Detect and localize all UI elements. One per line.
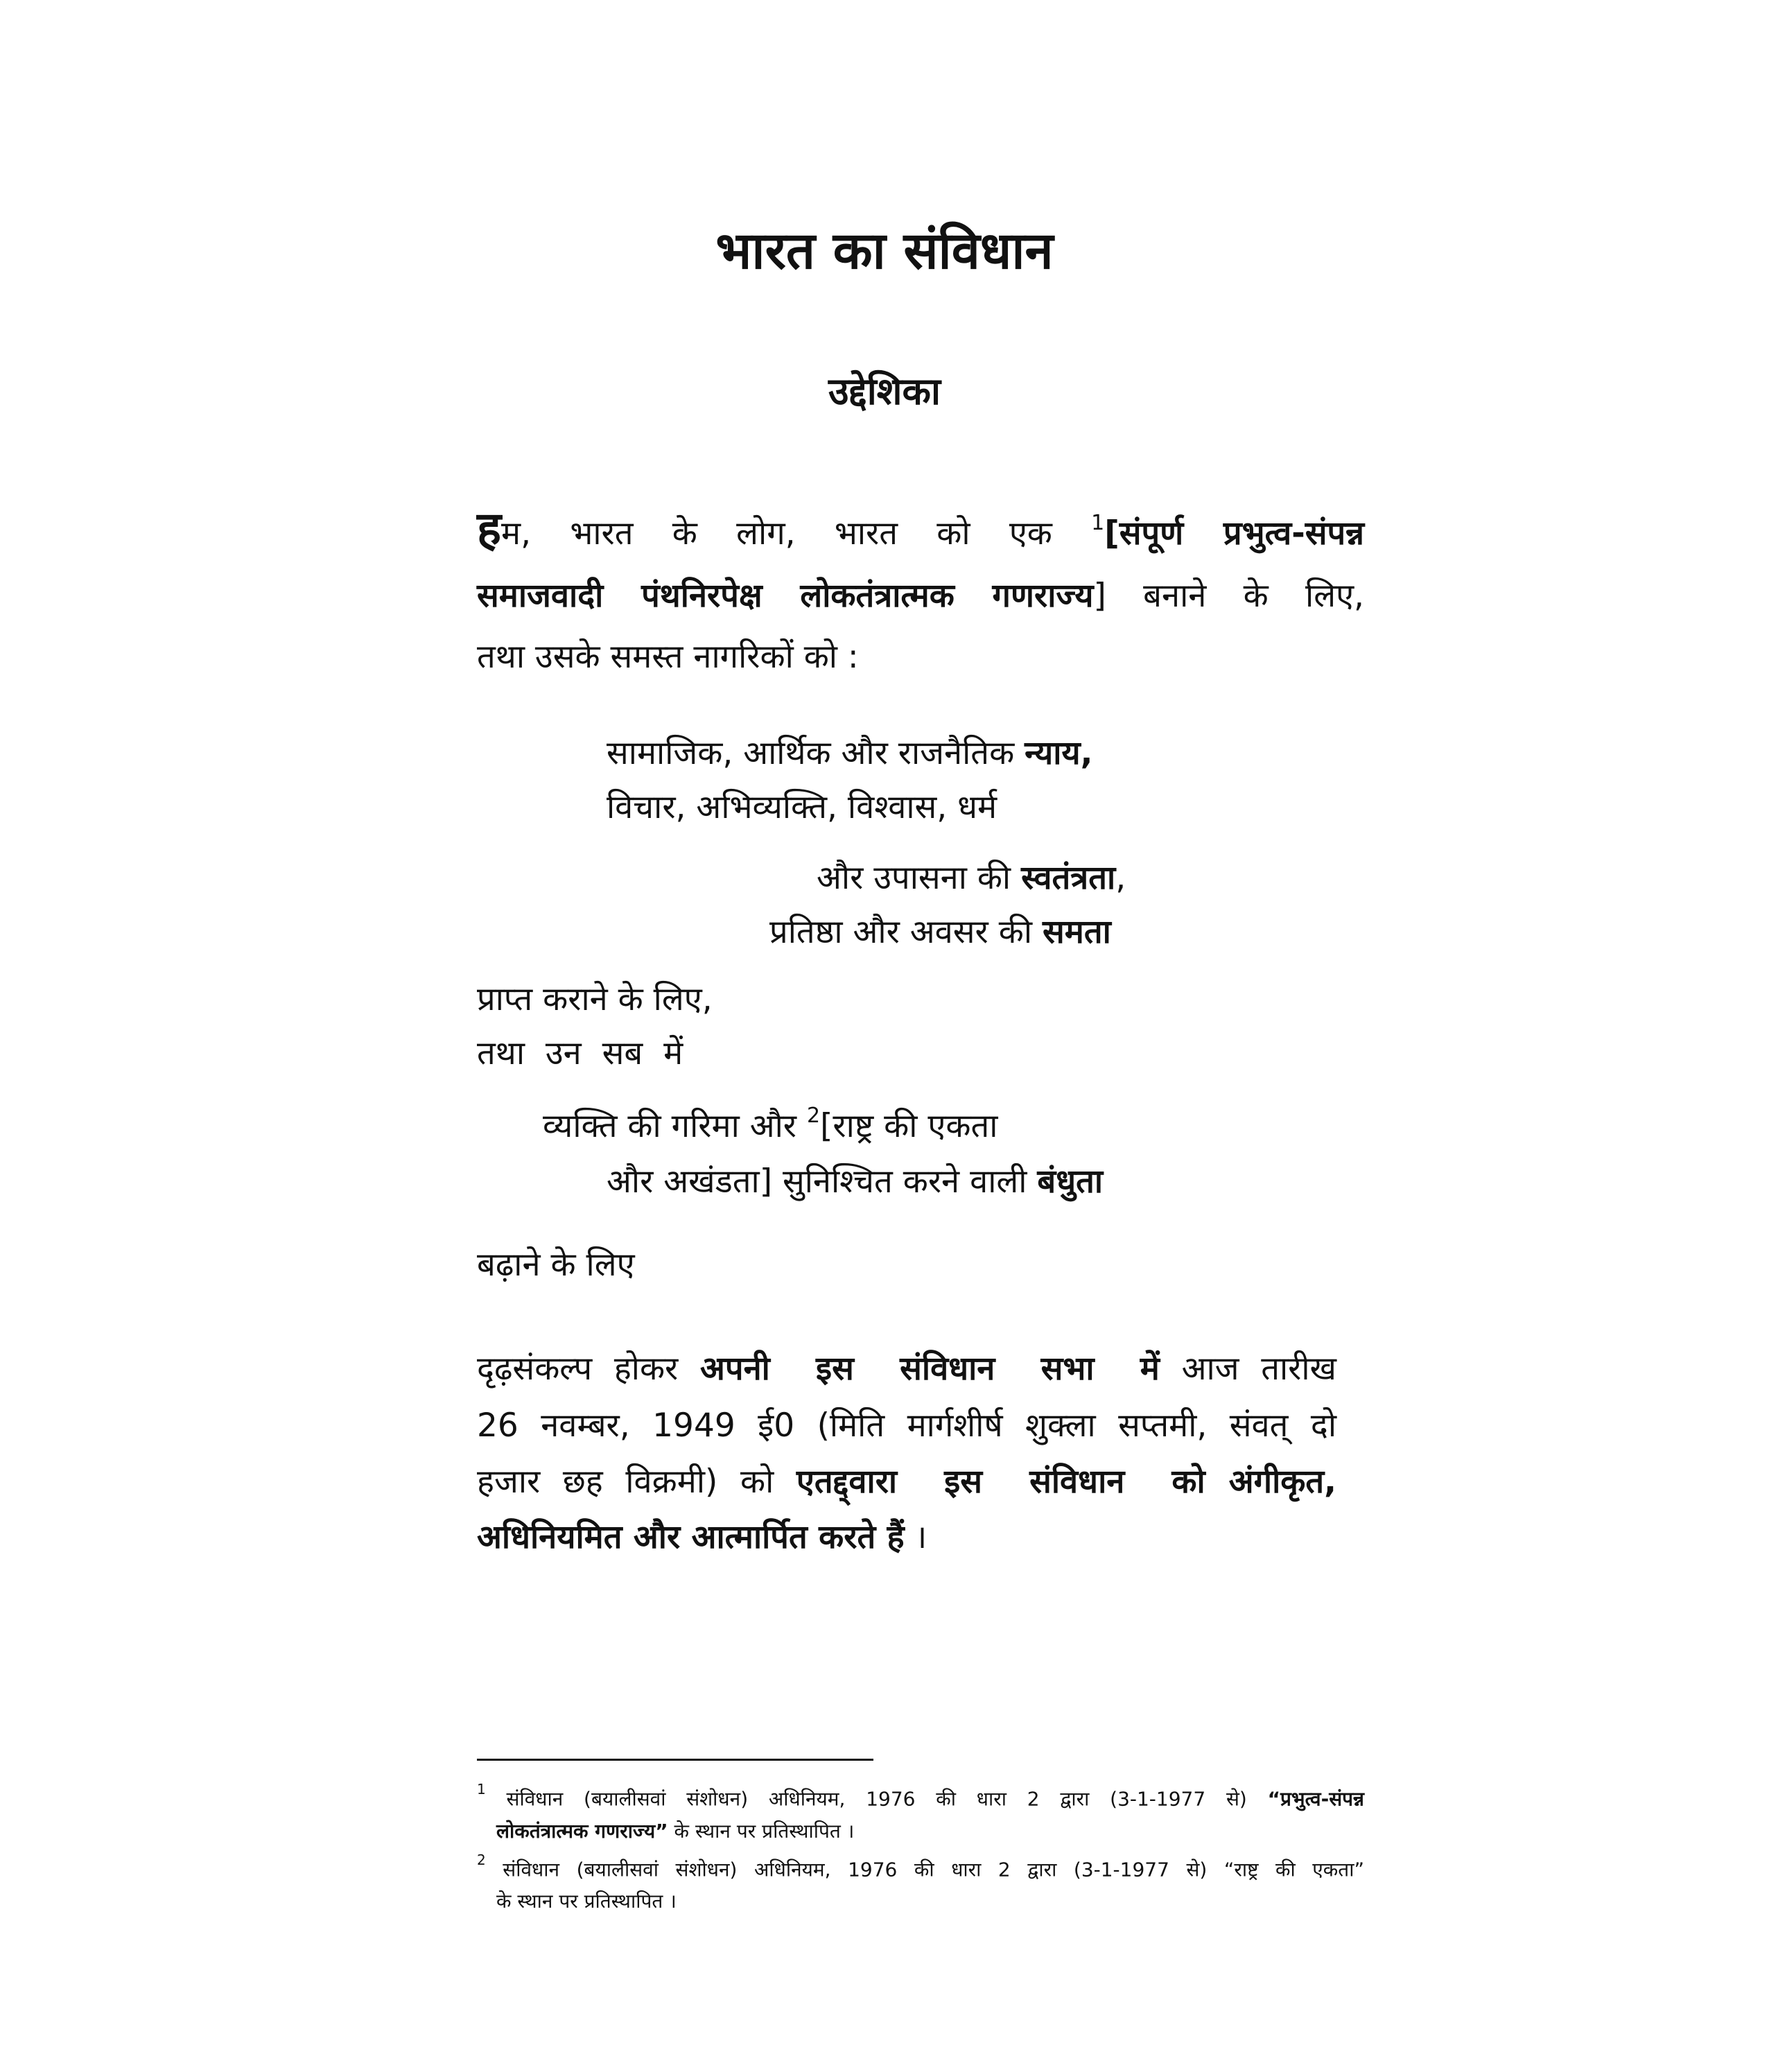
footnote-divider <box>477 1759 873 1761</box>
preamble-line-5: विचार, अभिव्यक्ति, विश्वास, धर्म <box>607 788 997 826</box>
preamble-line-14: 26 नवम्बर, 1949 ई0 (मिति मार्गशीर्ष शुक्ला सप्तमी, संवत् दो <box>477 1407 1336 1445</box>
footnote-1-line-2: लोकतंत्रात्मक गणराज्य” के स्थान पर प्रतिस्थापित । <box>496 1820 855 1843</box>
preamble-line-9: तथा उन सब में <box>477 1034 683 1072</box>
preamble-line-1: हम, भारत के लोग, भारत को एक $^1$[संपूर्ण प्रभुत्व-संपन्न <box>477 502 1364 555</box>
preamble-line-8: प्राप्त कराने के लिए, <box>477 980 713 1018</box>
preamble-line-4: सामाजिक, आर्थिक और राजनैतिक न्याय, <box>607 734 1093 772</box>
footnote-2-line-1: $^2$ संविधान (बयालीसवां संशोधन) अधिनियम, 1976 की धारा 2 द्वारा (3-1-1977 से) “राष्ट्र की एकता” <box>477 1852 1364 1881</box>
preamble-line-6: और उपासना की स्वतंत्रता, <box>817 859 1126 897</box>
footnote-2-line-2: के स्थान पर प्रतिस्थापित । <box>496 1890 677 1913</box>
preamble-line-15: हजार छह विक्रमी) को एतद्द्वारा इस संविधान को अंगीकृत, <box>477 1463 1336 1501</box>
preamble-line-2: समाजवादी पंथनिरपेक्ष लोकतंत्रात्मक गणराज्य] बनाने के लिए, <box>477 577 1364 615</box>
preamble-heading: उद्देशिका <box>828 369 941 413</box>
drop-cap: ह <box>477 502 502 555</box>
footnote-1-line-1: $^1$ संविधान (बयालीसवां संशोधन) अधिनियम, 1976 की धारा 2 द्वारा (3-1-1977 से) “प्रभुत्व-संपन्न <box>477 1781 1364 1811</box>
preamble-line-10: व्यक्ति की गरिमा और $^2$[राष्ट्र की एकता <box>543 1104 998 1145</box>
preamble-line-16: अधिनियमित और आत्मार्पित करते हैं । <box>477 1518 927 1556</box>
preamble-line-7: प्रतिष्ठा और अवसर की समता <box>769 913 1111 951</box>
preamble-line-3: तथा उसके समस्त नागरिकों को : <box>477 638 859 676</box>
footnote-ref-2: 2 <box>806 1104 821 1129</box>
page-title: भारत का संविधान <box>715 221 1054 281</box>
preamble-line-11: और अखंडता] सुनिश्चित करने वाली बंधुता <box>607 1163 1104 1201</box>
preamble-line-12: बढ़ाने के लिए <box>477 1246 635 1284</box>
preamble-line-13: दृढ़संकल्प होकर अपनी इस संविधान सभा में आज तारीख <box>477 1350 1336 1388</box>
footnote-ref-1: 1 <box>1091 511 1105 536</box>
